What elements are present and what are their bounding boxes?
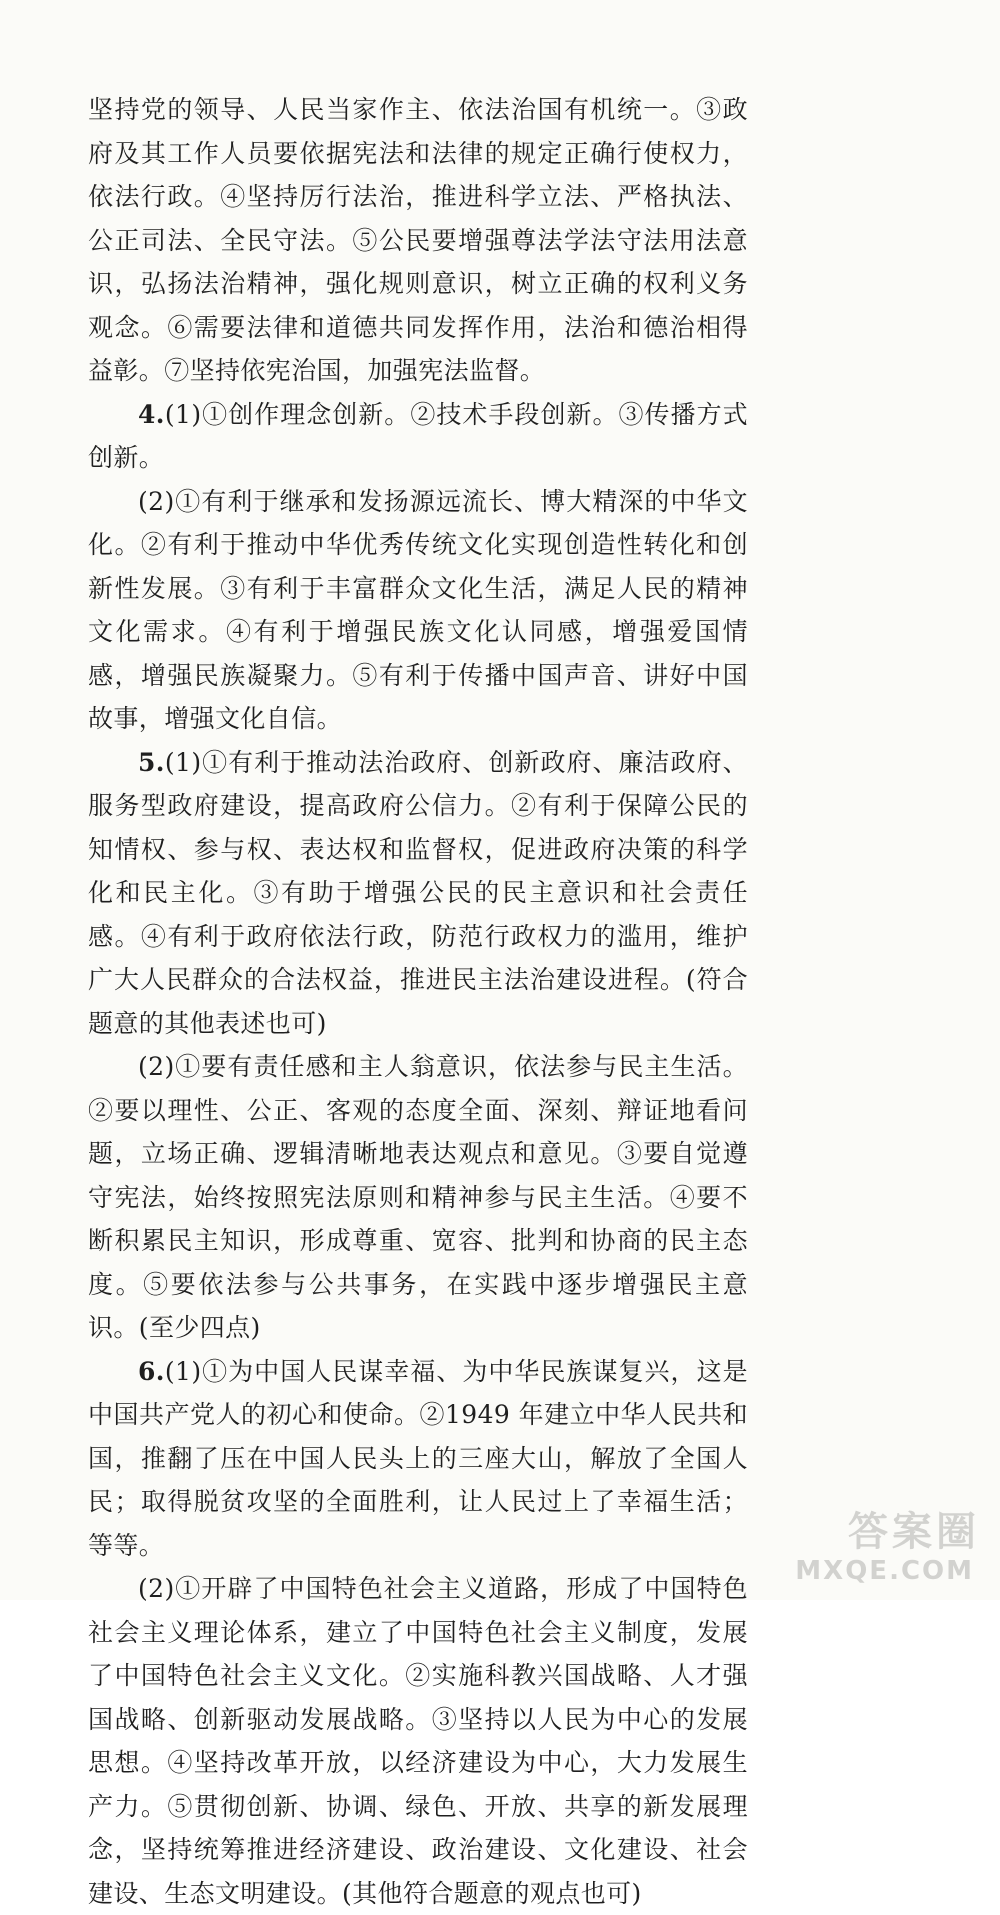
- question-4-part-1: [88, 393, 748, 480]
- paragraph-text: (2)①开辟了中国特色社会主义道路，形成了中国特色社会主义理论体系，建立了中国特色社会主义制度，发展了中国特色社会主义文化。②实施科教兴国战略、人才强国战略、创新驱动发展战略。③坚持以人民为中心的发展思想。④坚持改革开放，以经济建设为中心，大力发展生产力。⑤贯彻创新、协调、绿色、开放、共享的新发展理念，坚持统筹推进经济建设、政治建设、文化建设、社会建设、生态文明建设。(其他符合题意的观点也可): [88, 1574, 748, 1908]
- paragraph-text: 坚持党的领导、人民当家作主、依法治国有机统一。③政府及其工作人员要依据宪法和法律的规定正确行使权力，依法行政。④坚持厉行法治，推进科学立法、严格执法、公正司法、全民守法。⑤公民要增强尊法学法守法用法意识，弘扬法治精神，强化规则意识，树立正确的权利义务观念。⑥需要法律和道德共同发挥作用，法治和德治相得益彰。⑦坚持依宪治国，加强宪法监督。: [88, 95, 748, 385]
- watermark-url-text: MXQE.COM: [795, 1556, 974, 1586]
- question-number: 5.: [138, 747, 165, 777]
- question-number: 4.: [138, 399, 165, 429]
- paragraph-continuation: [88, 88, 748, 393]
- answer-text-body: [88, 88, 748, 1915]
- question-6-part-1: [88, 1350, 748, 1568]
- paragraph-text: (1)①为中国人民谋幸福、为中华民族谋复兴，这是中国共产党人的初心和使命。②1949 年建立中华人民共和国，推翻了压在中国人民头上的三座大山，解放了全国人民；取得脱贫攻坚的全面胜利，让人民过上了幸福生活；等等。: [88, 1356, 748, 1560]
- paragraph-text: (1)①有利于推动法治政府、创新政府、廉洁政府、服务型政府建设，提高政府公信力。②有利于保障公民的知情权、参与权、表达权和监督权，促进政府决策的科学化和民主化。③有助于增强公民的民主意识和社会责任感。④有利于政府依法行政，防范行政权力的滥用，维护广大人民群众的合法权益，推进民主法治建设进程。(符合题意的其他表述也可): [88, 747, 748, 1038]
- question-number: 6.: [138, 1356, 165, 1386]
- watermark-logo-text: 答案圈: [848, 1509, 980, 1555]
- site-watermark: [780, 1500, 980, 1590]
- paragraph-text: (2)①有利于继承和发扬源远流长、博大精深的中华文化。②有利于推动中华优秀传统文化实现创造性转化和创新性发展。③有利于丰富群众文化生活，满足人民的精神文化需求。④有利于增强民族文化认同感，增强爱国情感，增强民族凝聚力。⑤有利于传播中国声音、讲好中国故事，增强文化自信。: [88, 486, 748, 733]
- paragraph-text: (2)①要有责任感和主人翁意识，依法参与民主生活。②要以理性、公正、客观的态度全面、深刻、辩证地看问题，立场正确、逻辑清晰地表达观点和意见。③要自觉遵守宪法，始终按照宪法原则和精神参与民主生活。④要不断积累民主知识，形成尊重、宽容、批判和协商的民主态度。⑤要依法参与公共事务，在实践中逐步增强民主意识。(至少四点): [88, 1052, 748, 1342]
- question-4-part-2: [88, 480, 748, 741]
- question-6-part-2: [88, 1567, 748, 1915]
- question-5-part-2: [88, 1045, 748, 1350]
- paragraph-text: (1)①创作理念创新。②技术手段创新。③传播方式创新。: [88, 399, 748, 472]
- question-5-part-1: [88, 741, 748, 1046]
